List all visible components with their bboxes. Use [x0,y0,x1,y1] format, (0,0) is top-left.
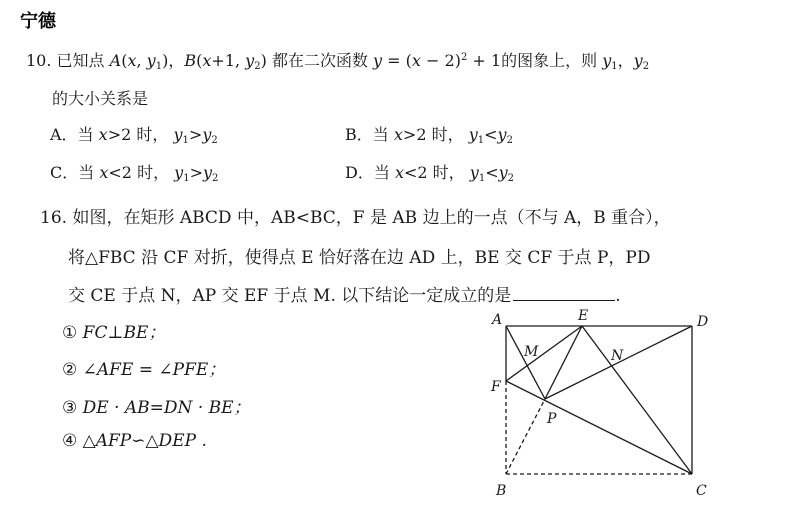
segment-bp-dashed [506,399,545,474]
question-16-line1: 16. 如图，在矩形 ABCD 中，AB<BC，F 是 AB 边上的一点（不与 A，B 重合）， [40,208,671,228]
segment-fc [506,381,692,474]
label-c: C [696,483,707,499]
question-10-line1: 10. 已知点 A(x, $y_1$)，B(x+1, $y_2$) 都在二次函数 $y = (x - 2)^2 + 1$的图象上，则 $y_1$，$y_2$ [26,51,650,72]
q10-point-b: B(x+1, $y_2$) [184,51,267,72]
question-16-line3: 交 CE 于点 N，AP 交 EF 于点 M. 以下结论一定成立的是 . [68,286,621,306]
label-m: M [524,344,539,360]
q10-option-c: C．当 x<2 时， $y_1>y_2$ [50,163,219,184]
segment-fe [506,326,582,381]
answer-blank[interactable] [513,285,615,301]
segment-ec [582,326,692,474]
label-b: B [496,483,507,499]
label-p: P [547,411,557,427]
question-16-line2: 将△FBC 沿 CF 对折，使得点 E 恰好落在边 AD 上，BE 交 CF 于点 P，PD [68,248,651,268]
q10-text-2: 都在二次函数 [271,51,368,70]
q10-text-3: 的图象上，则 [501,51,598,70]
q10-option-b: B．当 x>2 时， $y_1<y_2$ [345,125,513,146]
label-a: A [492,312,503,328]
label-d: D [697,314,709,330]
segment-ap [506,326,545,399]
label-e: E [578,308,589,324]
q16-statement-3: ③ DE · AB=DN · BE； [62,398,251,418]
region-title: 宁德 [20,11,56,32]
q10-option-a: A．当 x>2 时， $y_1>y_2$ [50,125,218,146]
label-n: N [611,348,624,364]
q10-point-a: A(x, $y_1$) [109,51,169,72]
q10-number: 10. [26,51,52,70]
q16-statement-4: ④ △AFP∽△DEP . [62,431,207,451]
label-f: F [491,379,501,395]
q10-function: $y = (x - 2)^2 + 1$ [373,51,502,70]
segment-ep [545,326,582,399]
question-10-line2: 的大小关系是 [52,89,149,108]
geometry-figure [476,302,736,502]
q16-statement-1: ① FC⊥BE； [62,323,166,343]
q10-text-1: 已知点 [56,51,105,70]
q10-y-vars: $y_1$，$y_2$ [602,51,650,72]
q16-statement-2: ② ∠AFE = ∠PFE； [62,360,226,380]
q10-option-d: D．当 x<2 时， $y_1<y_2$ [345,163,515,184]
